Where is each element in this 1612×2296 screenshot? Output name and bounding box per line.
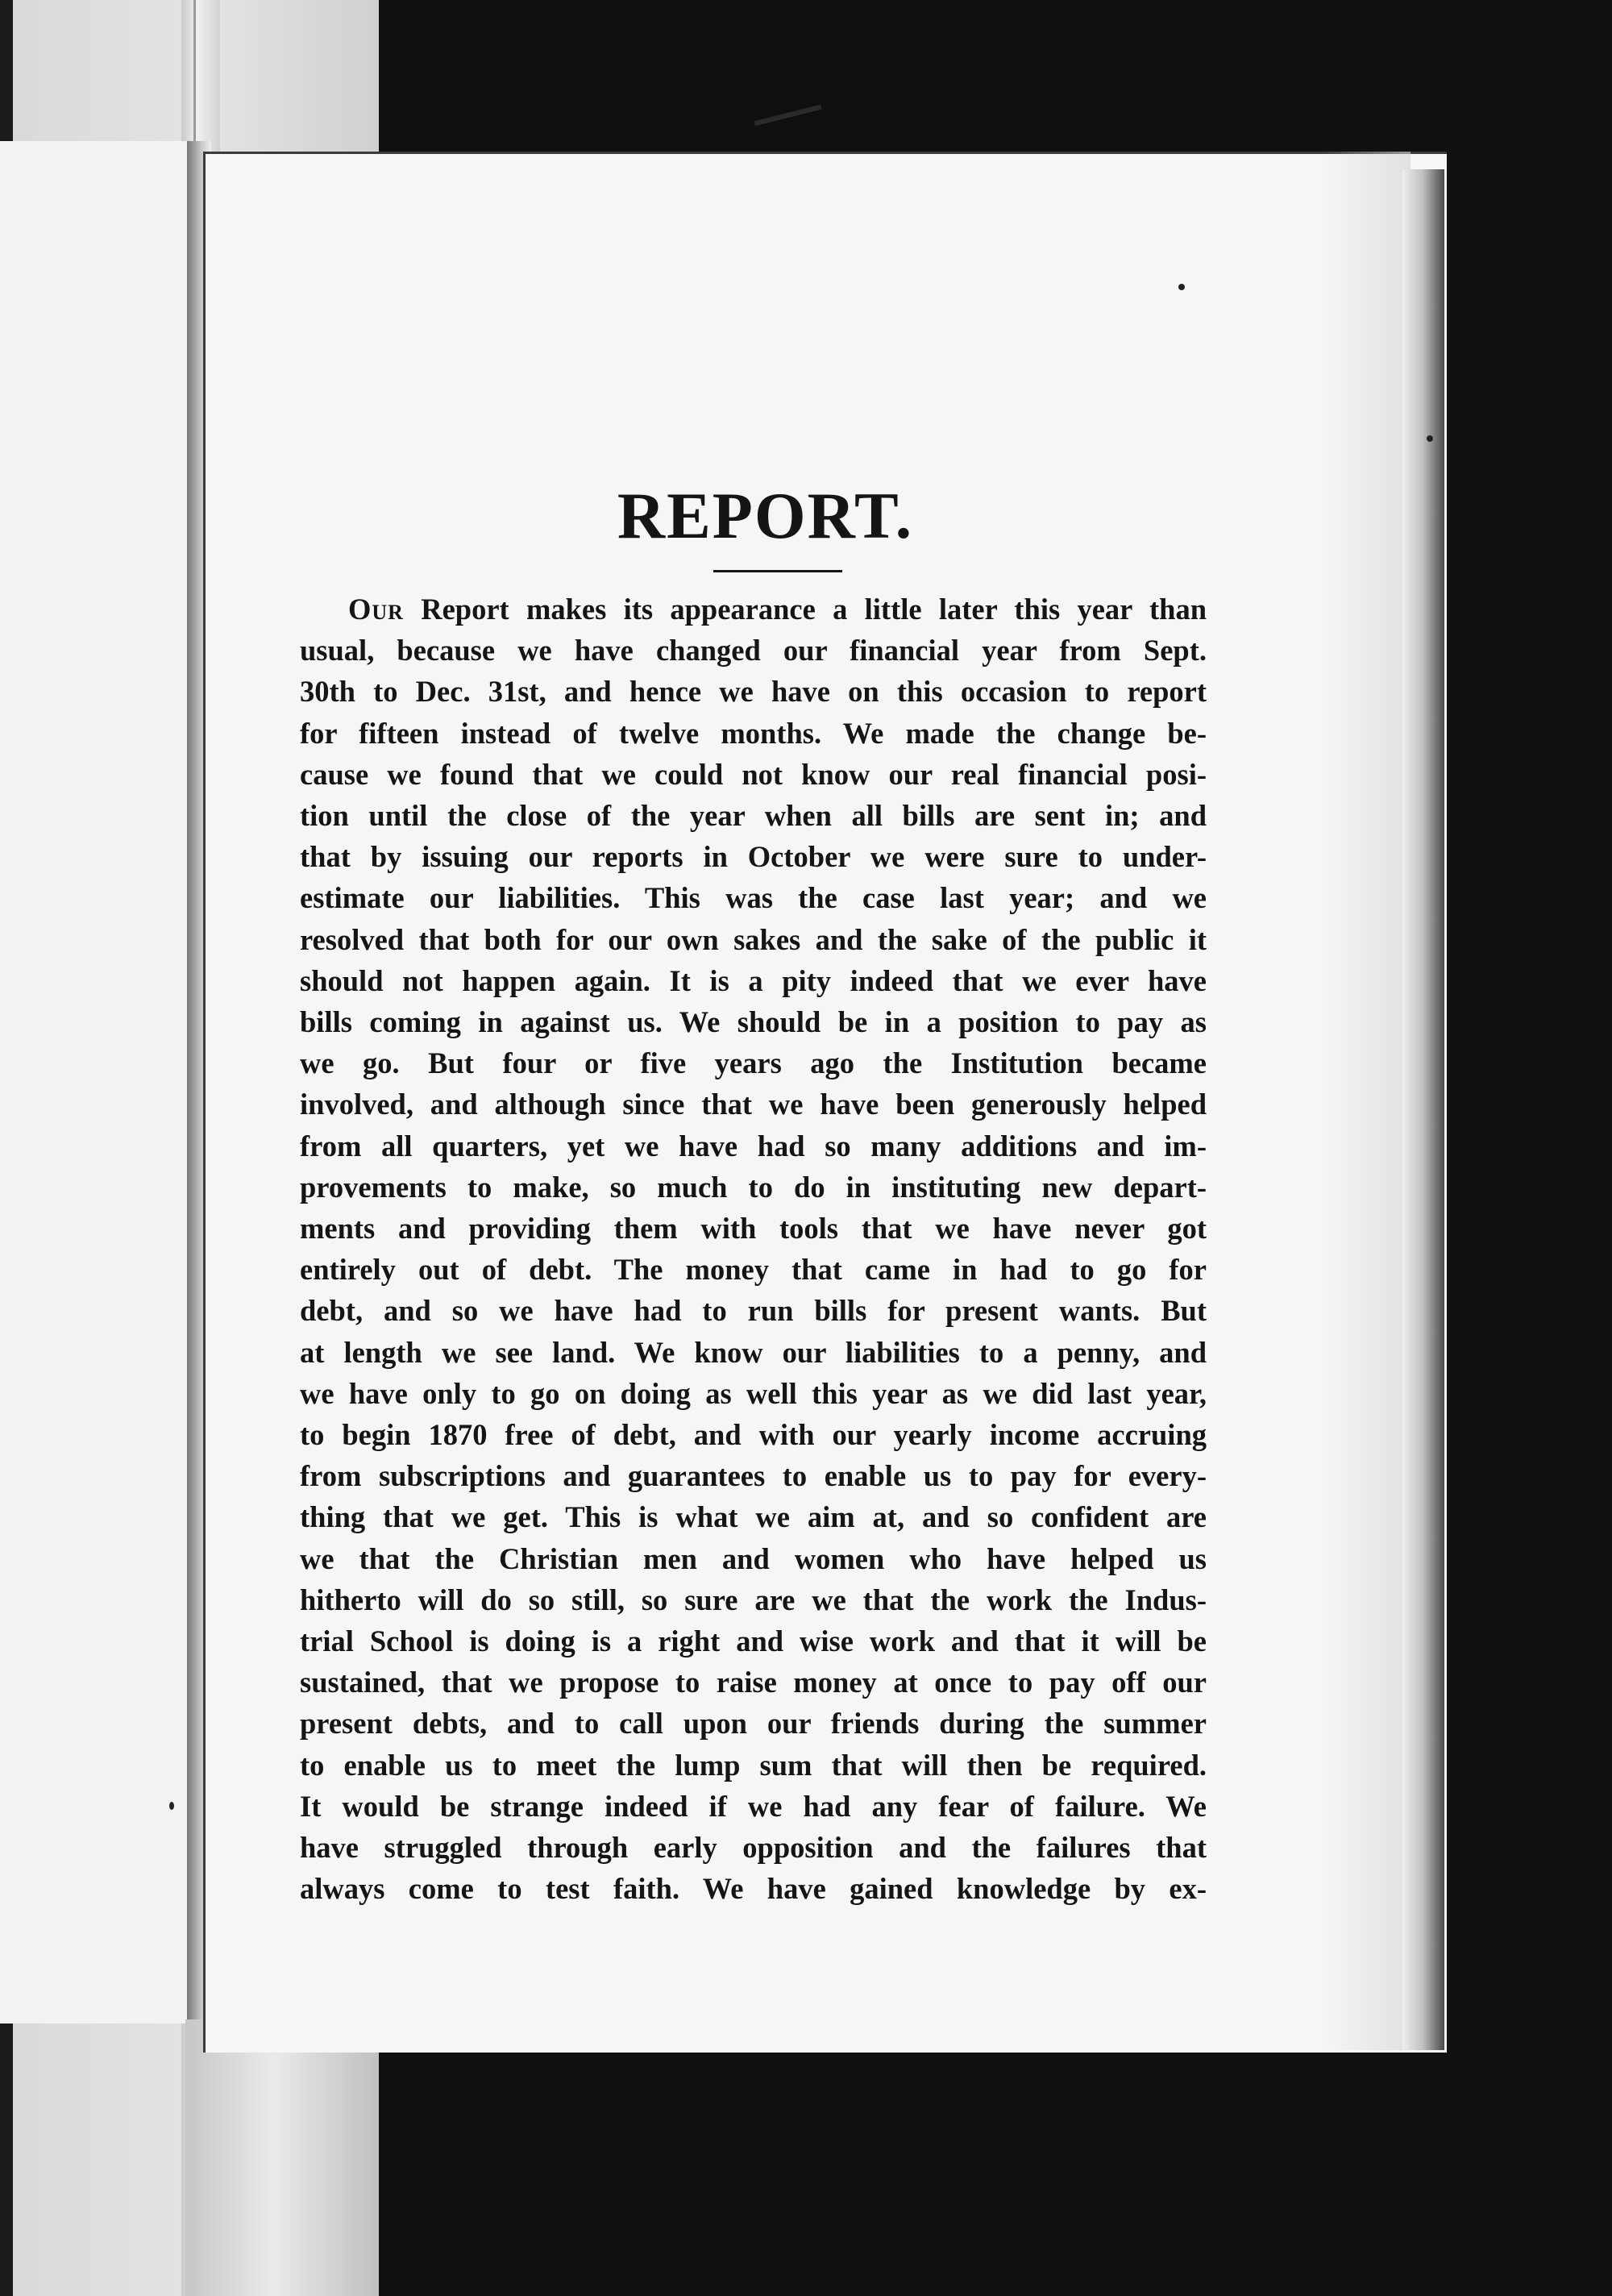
- text-line: debt, and so we have had to run bills for present wants. But: [300, 1294, 1207, 1328]
- text-line: resolved that both for our own sakes and the sake of the public it: [300, 922, 1207, 956]
- text-line: we have only to go on doing as well this year as we did last year,: [300, 1376, 1207, 1410]
- page-stack-edge: [1402, 169, 1444, 2050]
- report-page-content: [300, 480, 1207, 1910]
- text-line: for fifteen instead of twelve months. We made the change be-: [300, 716, 1207, 750]
- text-line: from all quarters, yet we have had so many additions and im-: [300, 1129, 1207, 1163]
- text-line: estimate our liabilities. This was the case last year; and we: [300, 881, 1207, 915]
- text-line: involved, and although since that we have been generously helped: [300, 1088, 1207, 1121]
- text-line: bills coming in against us. We should be in a position to pay as: [300, 1005, 1207, 1039]
- book-cover-board-bottom: [185, 2019, 379, 2296]
- text-line: present debts, and to call upon our friends during the summer: [300, 1707, 1207, 1741]
- report-paragraph: [300, 589, 1207, 1910]
- ink-speck: [1427, 435, 1433, 442]
- text-line: should not happen again. It is a pity indeed that we ever have: [300, 963, 1207, 997]
- pencil-mark: [754, 105, 822, 126]
- text-line: sustained, that we propose to raise money at once to pay off our: [300, 1666, 1207, 1699]
- page-edge-shading: [1322, 152, 1410, 2050]
- text-line: provements to make, so much to do in instituting new depart-: [300, 1170, 1207, 1204]
- text-line: ments and providing them with tools that we have never got: [300, 1212, 1207, 1246]
- text-line: at length we see land. We know our liabilities to a penny, and: [300, 1335, 1207, 1369]
- text-line: to enable us to meet the lump sum that will then be required.: [300, 1748, 1207, 1782]
- left-page: [0, 141, 189, 2024]
- text-line: It would be strange indeed if we had any fear of failure. We: [300, 1789, 1207, 1823]
- text-line: that by issuing our reports in October we were sure to under-: [300, 840, 1207, 874]
- text-line: cause we found that we could not know our real financial posi-: [300, 757, 1207, 791]
- page-title: REPORT.: [617, 479, 914, 552]
- text-line: 30th to Dec. 31st, and hence we have on this occasion to report: [300, 675, 1207, 709]
- ink-speck: [169, 1802, 174, 1810]
- text-line: hitherto will do so still, so sure are we that the work the Indus-: [300, 1583, 1207, 1616]
- title-underline: [713, 570, 842, 572]
- opening-word: Our: [348, 593, 404, 626]
- text-line: Our Report makes its appearance a little later this year than: [348, 593, 1207, 626]
- text-line: trial School is doing is a right and wise work and that it will be: [300, 1624, 1207, 1658]
- text-line: have struggled through early opposition and the failures that: [300, 1831, 1207, 1865]
- text-line: we go. But four or five years ago the Institution became: [300, 1046, 1207, 1080]
- text-line: to begin 1870 free of debt, and with our yearly income accruing: [300, 1418, 1207, 1452]
- text-line: we that the Christian men and women who have helped us: [300, 1541, 1207, 1575]
- ink-speck: [1178, 284, 1185, 290]
- text-line: entirely out of debt. The money that came in had to go for: [300, 1253, 1207, 1287]
- text-line: from subscriptions and guarantees to enable us to pay for every-: [300, 1459, 1207, 1493]
- text-line: usual, because we have changed our financial year from Sept.: [300, 634, 1207, 668]
- text-line: tion until the close of the year when all bills are sent in; and: [300, 799, 1207, 833]
- text-line: thing that we get. This is what we aim at, and so confident are: [300, 1500, 1207, 1534]
- text-line: always come to test faith. We have gained knowledge by ex-: [300, 1872, 1207, 1906]
